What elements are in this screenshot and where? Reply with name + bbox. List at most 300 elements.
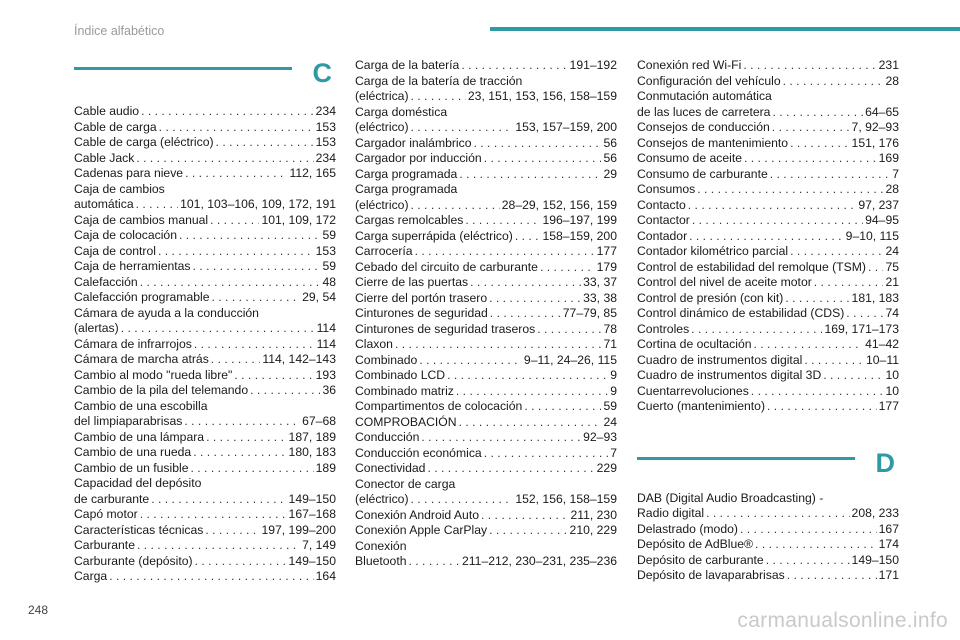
index-entry-row [637,275,899,291]
index-entry-row [637,198,899,214]
index-entry [355,353,617,369]
dot-leader [109,569,313,585]
index-entry-pages: 114 [316,321,336,335]
index-entry-row [355,523,617,539]
dot-leader [427,461,594,477]
index-entry-pages: 23, 151, 153, 156, 158–159 [467,89,617,103]
index-entry-term: Depósito de carburante [637,552,764,567]
index-entry-pages: 211–212, 230–231, 235–236 [462,554,617,568]
dot-leader [158,244,314,260]
index-entry-row [74,368,336,384]
index-entry-row [355,244,617,260]
index-entry-row [355,446,617,462]
index-entry-term: Combinado LCD [355,368,446,382]
index-entry-term: de carburante [74,491,150,506]
index-entry [355,291,617,307]
index-entry-term: Cinturones de seguridad [355,306,488,320]
index-entry-term: Depósito de lavaparabrisas [637,568,785,582]
dot-leader [691,322,822,338]
index-entry [74,352,336,368]
index-entry-heading: Cámara de ayuda a la conducción [74,305,259,320]
index-entry-pages: 149–150 [851,552,899,567]
index-entry-row [637,522,899,538]
index-entry-term: Cebado del circuito de carburante [355,259,538,274]
index-entry-heading: Conmutación automática [637,89,772,103]
index-entry-term: Consumos [637,182,696,196]
dot-leader [210,213,259,229]
dot-leader [185,166,287,182]
index-entry [355,260,617,276]
dot-leader [772,120,850,136]
index-column-3 [637,58,899,584]
index-entry-pages: 41–42 [865,337,899,351]
dot-leader [790,244,883,260]
index-entry-term: Cable de carga (eléctrico) [74,135,214,149]
index-entry-pages: 33, 37 [583,275,617,289]
index-entry-row [74,197,336,213]
index-entry-pages: 92–93 [583,430,617,444]
dot-leader [790,136,849,152]
dot-leader [804,353,864,369]
dot-leader [409,554,461,570]
index-entry-pages: 174 [878,537,899,551]
index-entry [355,151,617,167]
index-entry-term: Carga programada [355,166,458,181]
index-entry-row [355,508,617,524]
index-entry [74,507,336,523]
index-entry-row [74,120,336,136]
index-entry-term: Carga superrápida (eléctrico) [355,228,513,243]
index-entry-term: Cargador por inducción [355,151,482,165]
index-entry-pages: 208, 233 [851,506,899,520]
index-entry-row [74,166,336,182]
index-entry-pages: 211, 230 [570,507,617,522]
index-entry-term: Carburante [74,538,135,552]
dot-leader [754,337,864,353]
index-entry-row [637,322,899,338]
index-entry-pages: 193 [315,367,336,382]
index-entry-row [637,306,899,322]
index-entry-pages: 153, 157–159, 200 [515,120,617,134]
section-header-d [637,447,899,491]
index-entry-term: Cierre del portón trasero [355,290,488,305]
index-entry-heading: Carga doméstica [355,104,448,119]
index-entry-row [637,244,899,260]
dot-leader [823,368,883,384]
index-entry-row [637,167,899,183]
index-entry-pages: 59 [322,228,336,242]
index-entry-term: Contador [637,228,688,243]
index-entry [74,275,336,291]
index-entry-term: Cuadro de instrumentos digital 3D [637,368,822,382]
index-entry-row [637,553,899,569]
index-entry-term: Bluetooth [355,554,407,568]
index-entry-heading: Conector de carga [355,476,456,491]
index-entry-row [637,260,899,276]
index-entry-pages: 78 [603,321,617,336]
index-entry-pages: 94–95 [865,213,899,227]
index-entry-pages: 169 [878,151,899,165]
index-entry [637,353,899,369]
index-entry [74,476,336,507]
dot-leader [195,554,287,570]
index-entry-term: Caja de cambios manual [74,212,209,227]
index-entry-pages: 56 [603,151,617,165]
index-entry-pages: 74 [885,306,899,320]
index-entry-row [74,275,336,291]
dot-leader [481,508,568,524]
index-entry-row [355,430,617,446]
index-entry-pages: 179 [596,259,617,274]
index-entry-term: Depósito de AdBlue® [637,537,754,551]
index-entry [637,136,899,152]
dot-leader [137,538,300,554]
index-entry [74,368,336,384]
index-entry-term: de las luces de carretera [637,104,771,119]
index-entry-row [74,151,336,167]
index-entry-row [355,492,617,508]
dot-leader [706,506,849,522]
dot-leader [846,306,883,322]
dot-leader [751,384,884,400]
index-entry-row [637,384,899,400]
index-entry-term: Cuadro de instrumentos digital [637,352,803,367]
dot-leader [537,322,601,338]
index-entry-pages: 101, 109, 172 [261,212,336,227]
index-list [637,58,899,415]
index-entry [637,213,899,229]
index-entry [74,228,336,244]
index-entry-term: Cambio de una lámpara [74,429,205,444]
index-entry-heading: Carga programada [355,182,458,196]
index-entry-row [74,213,336,229]
section-divider [74,67,292,70]
index-entry-pages: 231 [878,58,899,72]
index-entry-row [74,569,336,585]
index-entry-row [74,321,336,337]
index-entry-row [74,507,336,523]
dot-leader [250,383,320,399]
index-entry-pages: 189 [315,460,336,475]
index-entry-term: Combinado matriz [355,383,454,398]
index-entry [74,383,336,399]
index-entry-row [637,568,899,584]
index-entry-row [74,554,336,570]
index-entry-pages: 77–79, 85 [562,306,617,320]
index-entry-row [637,182,899,198]
dot-leader [524,399,601,415]
dot-leader [814,275,884,291]
index-entry [74,259,336,275]
index-entry [355,461,617,477]
index-entry-pages: 9–10, 115 [845,228,899,243]
dot-leader [411,492,514,508]
index-entry [637,322,899,338]
index-entry-term: Conexión Android Auto [355,507,479,522]
index-entry-term: Cambio de una rueda [74,445,192,459]
index-entry [355,477,617,508]
index-entry-term: Carburante (depósito) [74,553,193,568]
index-entry [355,415,617,431]
index-entry-pages: 112, 165 [289,166,336,180]
index-entry-pages: 234 [315,104,336,118]
section-header-c [74,60,336,104]
index-entry-row [74,228,336,244]
index-entry [637,151,899,167]
index-entry-pages: 153 [315,243,336,258]
index-entry-row [355,368,617,384]
index-entry-pages: 234 [315,150,336,165]
index-entry-term: Características técnicas [74,522,204,537]
index-entry [74,554,336,570]
index-entry [74,445,336,461]
index-entry-row [74,104,336,120]
index-entry-term: Conexión red Wi-Fi [637,58,742,72]
index-entry-term: Consejos de mantenimiento [637,135,789,150]
index-entry-term: Delastrado (modo) [637,521,738,536]
index-entry [637,537,899,553]
index-entry [355,508,617,524]
index-entry-term: Consumo de carburante [637,166,768,181]
dot-leader [461,58,567,74]
index-entry-pages: 177 [596,244,617,258]
dot-leader [415,244,595,260]
index-entry-row [74,445,336,461]
dot-leader [234,368,313,384]
index-entry-term: (eléctrico) [355,120,409,134]
dot-leader [184,414,300,430]
index-entry-term: Capó motor [74,507,138,521]
index-entry-pages: 9–11, 24–26, 115 [523,352,617,367]
index-entry-pages: 149–150 [288,491,336,506]
index-entry-term: Cierre de las puertas [355,275,469,289]
index-entry-pages: 24 [885,244,899,258]
dot-leader [489,523,567,539]
index-entry-pages: 28–29, 152, 156, 159 [501,197,617,212]
index-entry-pages: 153 [315,135,336,149]
index-entry-row [355,384,617,400]
index-column-1 [74,60,336,585]
index-entry-term: Cadenas para nieve [74,166,184,180]
index-entry-row [74,414,336,430]
index-entry [355,275,617,291]
index-entry-term: Caja de control [74,243,156,258]
dot-leader [456,384,608,400]
dot-leader [755,537,877,553]
index-entry-heading: Conexión [355,538,407,553]
dot-leader [489,291,581,307]
index-entry-row [637,537,899,553]
index-entry-term: (eléctrica) [355,89,409,103]
index-entry [74,538,336,554]
index-entry-pages: 7 [610,445,617,460]
index-entry [74,399,336,430]
index-entry [355,446,617,462]
index-entry-row [355,415,617,431]
dot-leader [151,492,286,508]
index-entry-term: Conducción [355,430,420,444]
index-entry-row [74,538,336,554]
index-entry [355,105,617,136]
index-entry-row [355,151,617,167]
index-entry [637,291,899,307]
dot-leader [783,74,884,90]
index-entry [637,275,899,291]
index-entry-row [637,105,899,121]
index-entry-pages: 48 [322,274,336,289]
index-entry [637,229,899,245]
dot-leader [785,291,849,307]
index-entry-term: Cargador inalámbrico [355,135,472,150]
index-entry-term: Cable de carga [74,119,157,134]
index-entry-pages: 153 [315,119,336,134]
index-entry-pages: 164 [315,569,336,583]
index-entry-pages: 10 [885,368,899,382]
index-entry-row [637,58,899,74]
index-entry-pages: 101, 103–106, 109, 172, 191 [180,197,336,211]
index-column-2 [355,58,617,570]
index-entry-row [74,383,336,399]
index-entry-pages: 167–168 [288,507,336,521]
index-entry [355,337,617,353]
index-entry-pages: 152, 156, 158–159 [515,492,617,506]
dot-leader [447,368,608,384]
index-entry-pages: 7, 149 [302,538,336,552]
index-entry-row [355,213,617,229]
index-entry-term: Control del nivel de aceite motor [637,275,812,289]
dot-leader [540,260,595,276]
dot-leader [216,135,314,151]
index-entry [74,290,336,306]
index-entry-term: Conexión Apple CarPlay [355,523,488,537]
index-entry-row [74,337,336,353]
index-entry [637,244,899,260]
dot-leader [419,353,522,369]
page-number: 248 [28,603,49,617]
index-entry-term: Cambio al modo "rueda libre" [74,367,233,382]
index-entry-row [74,135,336,151]
index-entry-row [74,430,336,446]
index-entry [637,120,899,136]
index-entry-term: (eléctrico) [355,197,409,212]
index-entry-row [355,275,617,291]
index-entry [637,337,899,353]
index-entry-term: Contador kilométrico parcial [637,244,789,258]
index-entry-term: Radio digital [637,506,705,520]
index-entry-pages: 210, 229 [569,523,617,537]
index-entry-row [355,120,617,136]
index-entry [74,337,336,353]
index-entry-row [355,198,617,214]
index-entry-pages: 33, 38 [583,290,617,305]
index-entry [637,399,899,415]
index-entry-row [74,259,336,275]
index-entry-term: Cuerto (mantenimiento) [637,399,766,413]
index-entry [355,136,617,152]
index-entry-pages: 171 [878,568,899,582]
header-title: Índice alfabético [74,24,165,38]
index-entry-row [355,291,617,307]
index-entry-pages: 24 [603,414,617,429]
index-entry-term: Configuración del vehículo [637,73,781,88]
watermark: carmanualsonline.info [737,609,948,632]
index-entry-row [355,58,617,74]
index-entry-row [355,306,617,322]
index-entry-row [74,290,336,306]
index-entry-pages: 191–192 [569,58,617,72]
index-entry [637,568,899,584]
index-entry-pages: 21 [885,275,899,289]
index-entry-pages: 97, 237 [858,197,899,212]
dot-leader [179,228,320,244]
dot-leader [772,105,863,121]
index-list [355,58,617,570]
index-entry-pages: 7 [892,166,899,181]
index-entry [637,89,899,120]
index-entry [355,322,617,338]
index-list [74,104,336,585]
index-entry [637,74,899,90]
index-entry-term: Calefacción programable [74,290,210,304]
index-entry-row [355,229,617,245]
dot-leader [411,198,500,214]
index-entry-term: Cinturones de seguridad traseros [355,321,536,336]
dot-leader [459,167,601,183]
dot-leader [205,523,259,539]
index-entry-term: Cambio de la pila del telemando [74,383,249,397]
index-entry-term: Cámara de infrarrojos [74,336,192,351]
dot-leader [767,399,877,415]
index-entry-pages: 180, 183 [288,445,336,459]
index-entry-term: Consumo de aceite [637,151,743,165]
index-entry-pages: 64–65 [865,104,899,119]
dot-leader [688,198,857,214]
index-entry [637,198,899,214]
index-entry [74,523,336,539]
index-entry-term: Cargas remolcables [355,213,464,227]
index-entry-row [637,229,899,245]
index-entry-term: Combinado [355,352,418,367]
dot-leader [411,120,514,136]
index-entry-term: Cámara de marcha atrás [74,352,209,366]
index-entry-pages: 196–197, 199 [542,213,617,227]
dot-leader [159,120,314,136]
dot-leader [787,568,877,584]
index-entry-pages: 10 [885,383,899,398]
dot-leader [766,553,850,569]
index-entry-pages: 10–11 [866,352,899,367]
index-entry-row [637,337,899,353]
index-entry-row [637,291,899,307]
index-entry-row [355,461,617,477]
dot-leader [470,275,581,291]
index-entry-term: Conducción económica [355,445,482,460]
dot-leader [141,104,314,120]
index-entry-term: Caja de herramientas [74,259,191,273]
index-entry-term: Carga [74,569,108,583]
index-entry-heading: DAB (Digital Audio Broadcasting) - [637,490,824,505]
dot-leader [868,260,883,276]
dot-leader [140,507,287,523]
index-entry [637,306,899,322]
dot-leader [411,89,466,105]
index-entry-term: Cable audio [74,104,140,118]
index-entry [355,430,617,446]
index-entry [355,523,617,539]
index-entry [74,461,336,477]
index-entry-term: Cable Jack [74,150,135,165]
index-entry-pages: 9 [610,383,617,398]
